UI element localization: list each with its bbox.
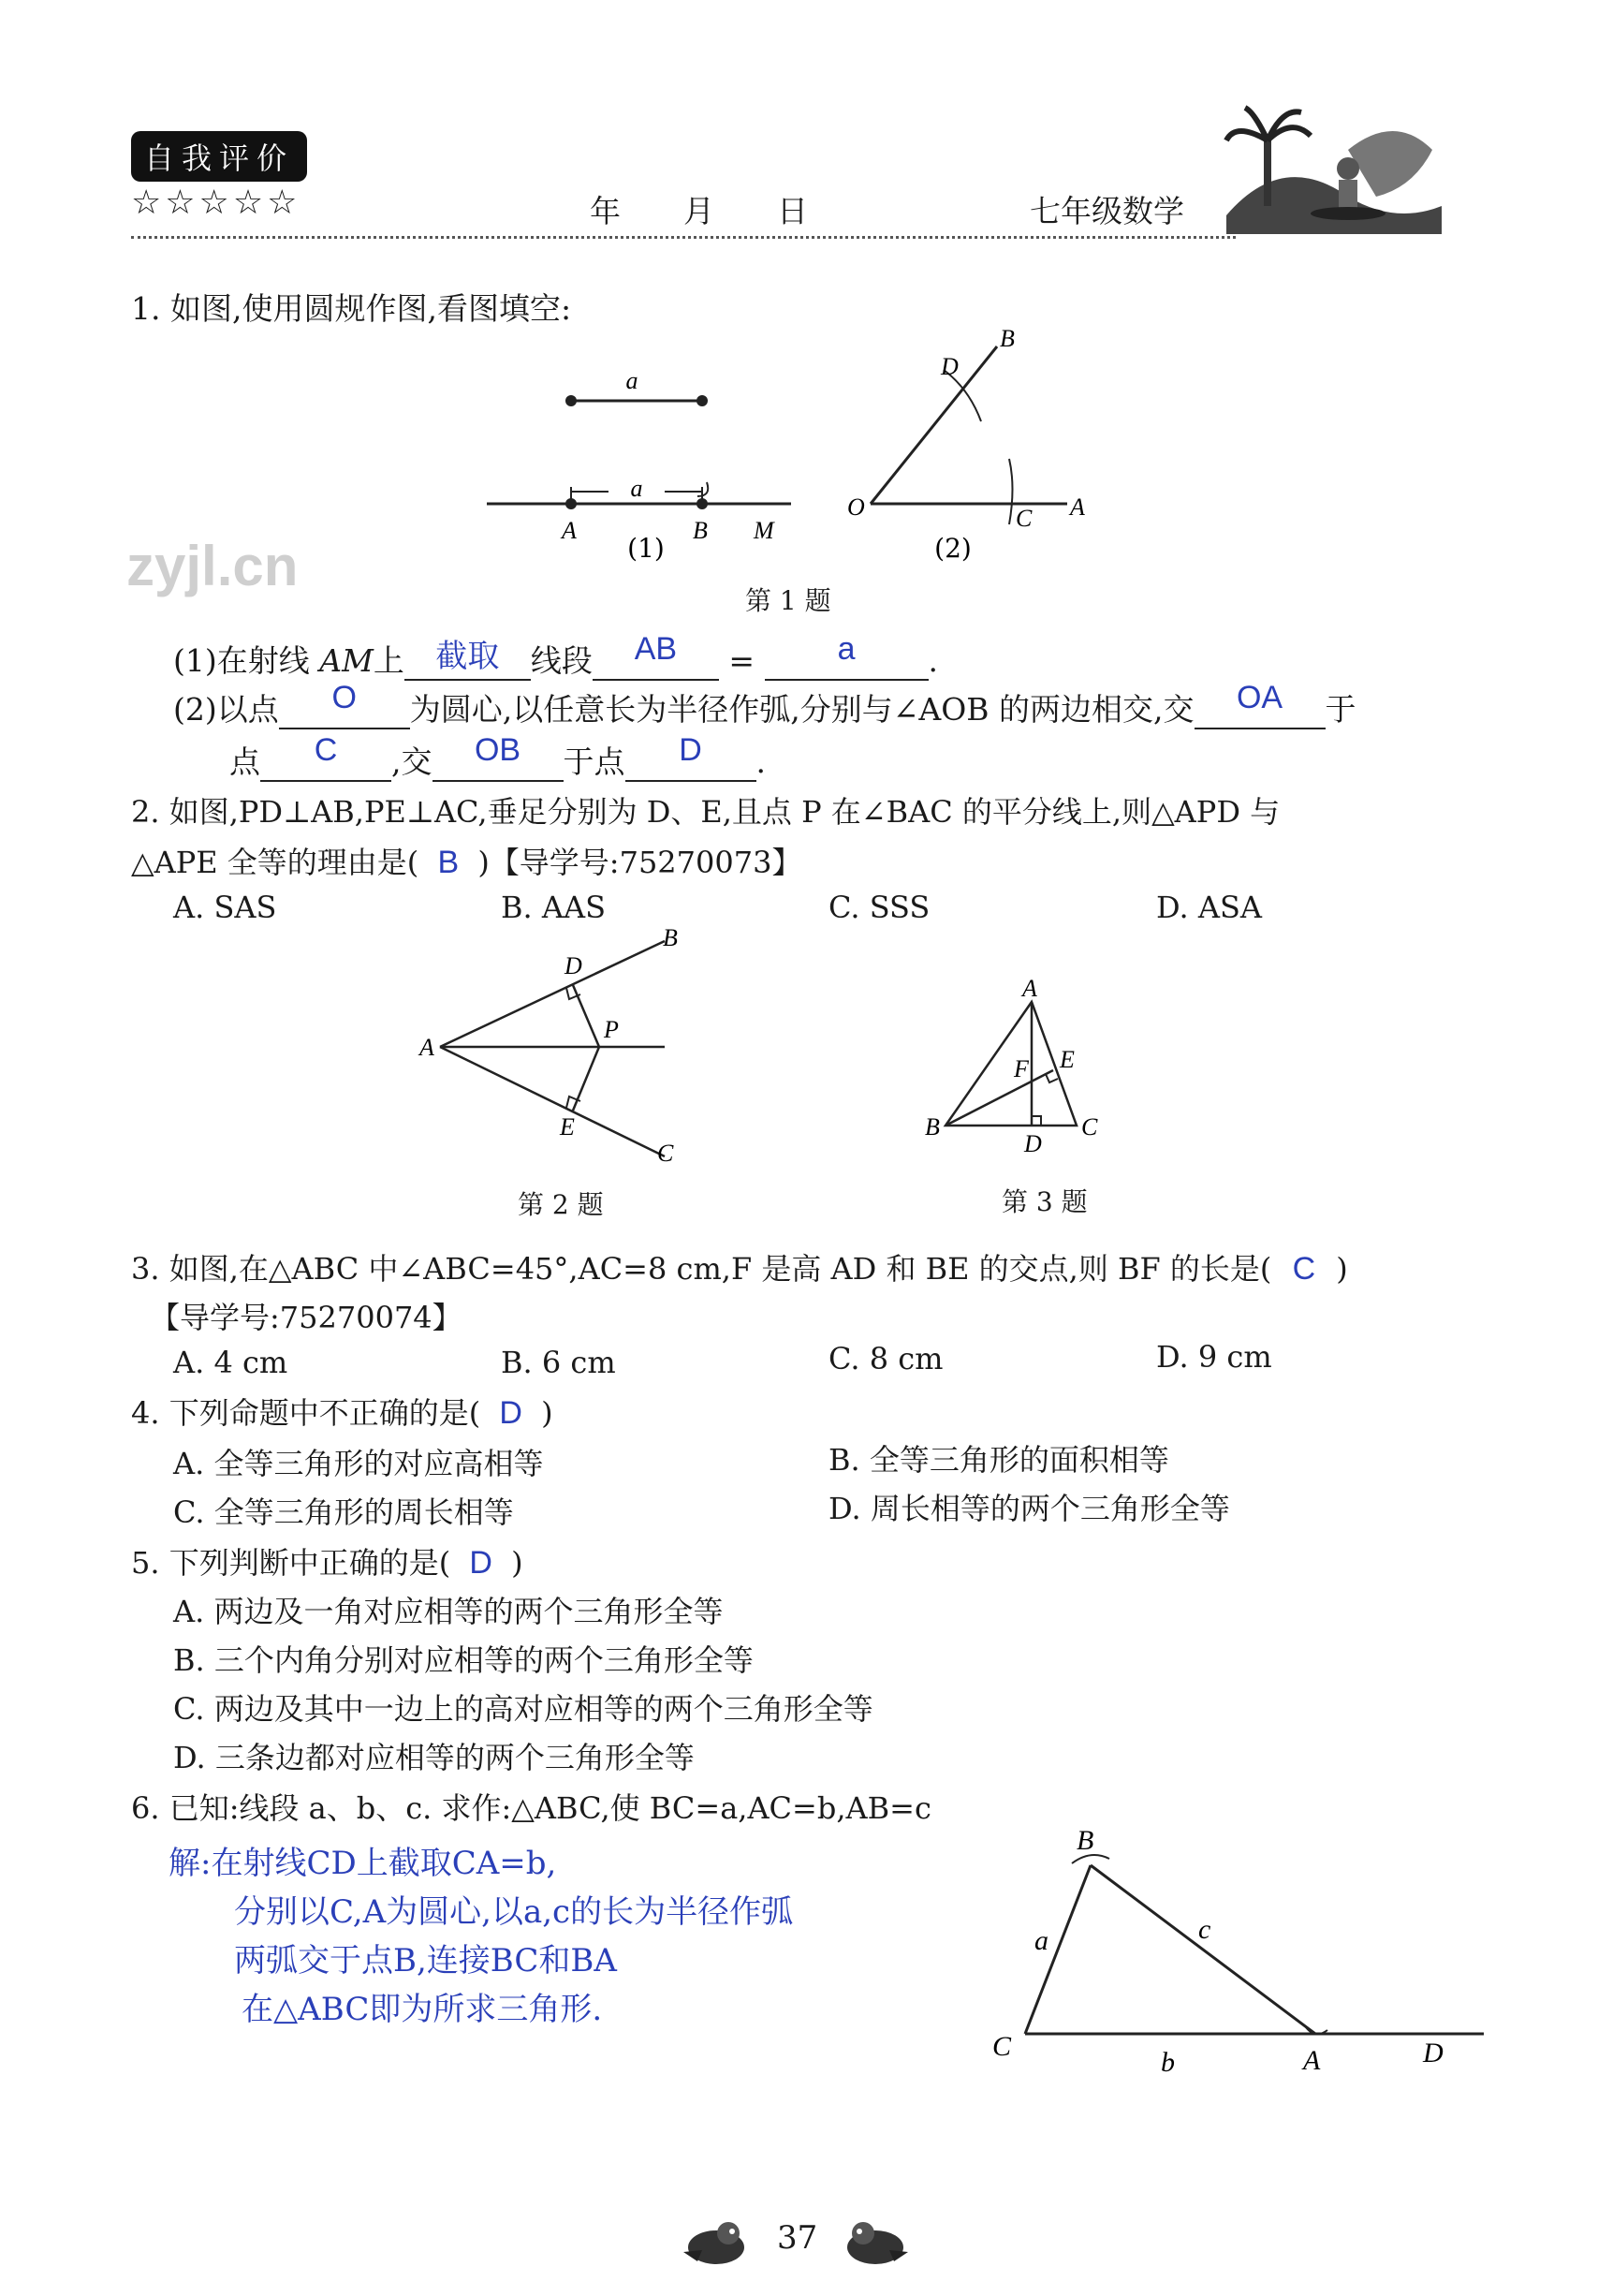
q1-line2: [173, 680, 1356, 729]
label-a2: a: [630, 475, 643, 502]
subject-label: 七年级数学: [1030, 193, 1184, 229]
label-B: B: [925, 1113, 940, 1141]
q1-line1: [173, 631, 939, 681]
label-B: B: [693, 517, 708, 544]
label-B: B: [1077, 1825, 1094, 1856]
q3-stem-post: ): [1336, 1251, 1348, 1287]
q6-solution-line-1: 解:在射线CD上截取CA=b,: [169, 1845, 557, 1882]
q1-figure: [468, 318, 1123, 581]
q5-option-b[interactable]: B. 三个内角分别对应相等的两个三角形全等: [173, 1642, 754, 1678]
perp-pe: [573, 1047, 599, 1111]
label-B: B: [1000, 325, 1015, 352]
bird-icon: [833, 2215, 917, 2271]
watermark: zyjl.cn: [126, 535, 299, 597]
q1-blank-2[interactable]: [593, 631, 719, 681]
date-year: 年: [590, 193, 621, 229]
label-C: C: [1081, 1113, 1098, 1141]
q3-figure: [917, 974, 1170, 1161]
label-A: A: [1303, 2045, 1321, 2076]
q1-answer-5: OA: [1236, 680, 1283, 715]
q6-solution-line-4: 在△ABC即为所求三角形.: [242, 1991, 603, 2028]
q1-l1-eq: =: [728, 642, 755, 679]
q1-blank-8[interactable]: [625, 732, 756, 782]
q1-answer-3: a: [837, 631, 856, 667]
label-M: M: [754, 517, 774, 544]
q3-caption: 第 3 题: [1002, 1186, 1088, 1217]
q5-stem: [131, 1539, 523, 1582]
q1-fig2: [847, 325, 1085, 564]
label-C: C: [1016, 505, 1033, 532]
label-D: D: [564, 952, 582, 979]
ray-ac: [440, 1047, 665, 1156]
q1-blank-1[interactable]: [404, 641, 531, 681]
arc-b: [1072, 1855, 1109, 1863]
header-divider: [131, 236, 1236, 239]
q1-answer-7: OB: [474, 732, 521, 768]
q3-stem-2: 【导学号:75270074】: [150, 1300, 462, 1335]
q5-stem-pre: 5. 下列判断中正确的是(: [131, 1545, 451, 1581]
label-A: A: [562, 517, 577, 544]
q1-blank-6[interactable]: [260, 732, 391, 782]
q4-stem-post: ): [541, 1395, 553, 1431]
q1-l1-end: .: [928, 642, 939, 679]
q2-figure: [412, 927, 721, 1170]
q1-l2-end: 于: [1325, 691, 1356, 728]
q1-l2-mid: 为圆心,以任意长为半径作弧,分别与∠AOB 的两边相交,交: [409, 691, 1195, 728]
label-E: E: [1060, 1046, 1075, 1073]
label-A: A: [1070, 493, 1085, 521]
segment-a-end: [696, 395, 708, 406]
q5-option-d[interactable]: D. 三条边都对应相等的两个三角形全等: [173, 1740, 695, 1775]
label-D: D: [1423, 2038, 1444, 2068]
q1-l3-mid2: 于点: [563, 743, 625, 780]
bird-icon: [674, 2215, 758, 2271]
q1-blank-5[interactable]: [1195, 680, 1326, 729]
q1-l1-mid2: 线段: [530, 642, 593, 679]
rating-stars[interactable]: ☆☆☆☆☆: [131, 184, 301, 222]
q4-option-c[interactable]: C. 全等三角形的周长相等: [173, 1494, 514, 1530]
q3-stem-1: [131, 1245, 1348, 1288]
label-C: C: [992, 2031, 1012, 2062]
q1-caption: 第 1 题: [745, 585, 831, 616]
arc-c: [1009, 459, 1013, 524]
q1-line3: [229, 732, 766, 782]
q2-stem-post: )【导学号:75270073】: [477, 845, 802, 880]
q1-answer-4: O: [331, 680, 357, 715]
label-C: C: [657, 1140, 674, 1167]
q2-stem-2: [131, 839, 801, 882]
q3-answer: C: [1292, 1251, 1316, 1287]
q1-answer-6: C: [314, 732, 338, 768]
q6-solution-line-3: 两弧交于点B,连接BC和BA: [234, 1942, 617, 1980]
q1-blank-3[interactable]: [765, 631, 929, 681]
label-F: F: [1014, 1055, 1029, 1082]
date-day: 日: [777, 193, 808, 229]
q2-option-b[interactable]: B. AAS: [501, 890, 606, 925]
altitude-be: [946, 1070, 1053, 1126]
ray-ab: [440, 941, 665, 1047]
q2-option-d[interactable]: D. ASA: [1156, 890, 1262, 925]
label-A: A: [1022, 975, 1037, 1002]
q1-answer-8: D: [679, 732, 702, 768]
q6-solution-line-2: 分别以C,A为圆心,以a,c的长为半径作弧: [234, 1893, 794, 1931]
date-month: 月: [683, 193, 714, 229]
segment-a-end: [565, 395, 577, 406]
q1-l2-prefix: (2)以点: [173, 691, 279, 728]
q1-fig2-label: (2): [934, 533, 972, 564]
ray-ob: [871, 346, 997, 504]
q5-option-c[interactable]: C. 两边及其中一边上的高对应相等的两个三角形全等: [173, 1691, 873, 1727]
q2-caption: 第 2 题: [518, 1189, 604, 1220]
q4-answer: D: [499, 1395, 522, 1431]
q4-stem: [131, 1390, 553, 1433]
label-a: a: [625, 367, 638, 394]
q2-stem-pre: △APE 全等的理由是(: [131, 845, 419, 880]
label-B: B: [663, 927, 678, 951]
surfer-illustration: [1208, 94, 1451, 243]
q5-option-a[interactable]: A. 两边及一角对应相等的两个三角形全等: [173, 1594, 724, 1629]
perp-pd: [573, 985, 599, 1047]
q4-stem-pre: 4. 下列命题中不正确的是(: [131, 1395, 481, 1431]
q5-answer: D: [469, 1545, 492, 1581]
q1-answer-1: 截取: [435, 639, 500, 674]
label-O: O: [847, 493, 865, 521]
q1-answer-2: AB: [634, 631, 678, 667]
label-b: b: [1161, 2047, 1175, 2078]
label-P: P: [604, 1016, 619, 1043]
q2-option-c[interactable]: C. SSS: [828, 890, 931, 925]
q3-stem-pre: 3. 如图,在△ABC 中∠ABC=45°,AC=8 cm,F 是高 AD 和 BE 的交点,则 BF 的长是(: [131, 1251, 1272, 1287]
q5-stem-post: ): [511, 1545, 523, 1581]
q1-fig1-label: (1): [627, 533, 665, 564]
q1-l3-end: .: [755, 743, 766, 780]
q1-stem: 1. 如图,使用圆规作图,看图填空:: [131, 290, 572, 327]
side-ab: [1091, 1865, 1315, 2034]
q1-fig1: [487, 367, 791, 564]
q1-blank-7[interactable]: [432, 732, 564, 782]
right-angle-d: [1032, 1116, 1041, 1126]
right-angle-e: [1046, 1074, 1058, 1082]
label-a: a: [1034, 1925, 1048, 1956]
q3-option-d[interactable]: D. 9 cm: [1156, 1339, 1272, 1375]
self-eval-label: 自我评价: [131, 131, 307, 182]
label-A: A: [419, 1034, 434, 1061]
page-number: 37: [777, 2219, 818, 2257]
q2-stem-1: 2. 如图,PD⊥AB,PE⊥AC,垂足分别为 D、E,且点 P 在∠BAC 的平分线上,则△APD 与: [131, 794, 1281, 830]
q6-figure: [974, 1798, 1498, 2097]
q3-option-a[interactable]: A. 4 cm: [173, 1345, 288, 1380]
q1-blank-4[interactable]: [279, 680, 410, 729]
triangle-abc: [946, 1002, 1077, 1126]
label-E: E: [560, 1113, 575, 1141]
q2-answer: B: [437, 845, 460, 880]
q3-option-c[interactable]: C. 8 cm: [828, 1341, 944, 1376]
q4-option-b[interactable]: B. 全等三角形的面积相等: [828, 1442, 1169, 1478]
q1-l3-mid: ,交: [391, 743, 432, 780]
label-c: c: [1198, 1914, 1211, 1945]
q4-option-d[interactable]: D. 周长相等的两个三角形全等: [828, 1491, 1230, 1526]
q1-l1-prefix: (1)在射线: [173, 642, 310, 679]
q2-option-a[interactable]: A. SAS: [173, 890, 277, 925]
label-D: D: [941, 353, 959, 380]
q6-stem: 6. 已知:线段 a、b、c. 求作:△ABC,使 BC=a,AC=b,AB=c: [131, 1790, 931, 1826]
q4-option-a[interactable]: A. 全等三角形的对应高相等: [173, 1446, 544, 1481]
q1-l3-prefix: 点: [229, 743, 260, 780]
q1-l1-am: AM: [319, 642, 374, 679]
q1-l1-mid: 上: [373, 642, 404, 679]
q3-option-b[interactable]: B. 6 cm: [501, 1345, 616, 1380]
label-D: D: [1024, 1130, 1042, 1157]
